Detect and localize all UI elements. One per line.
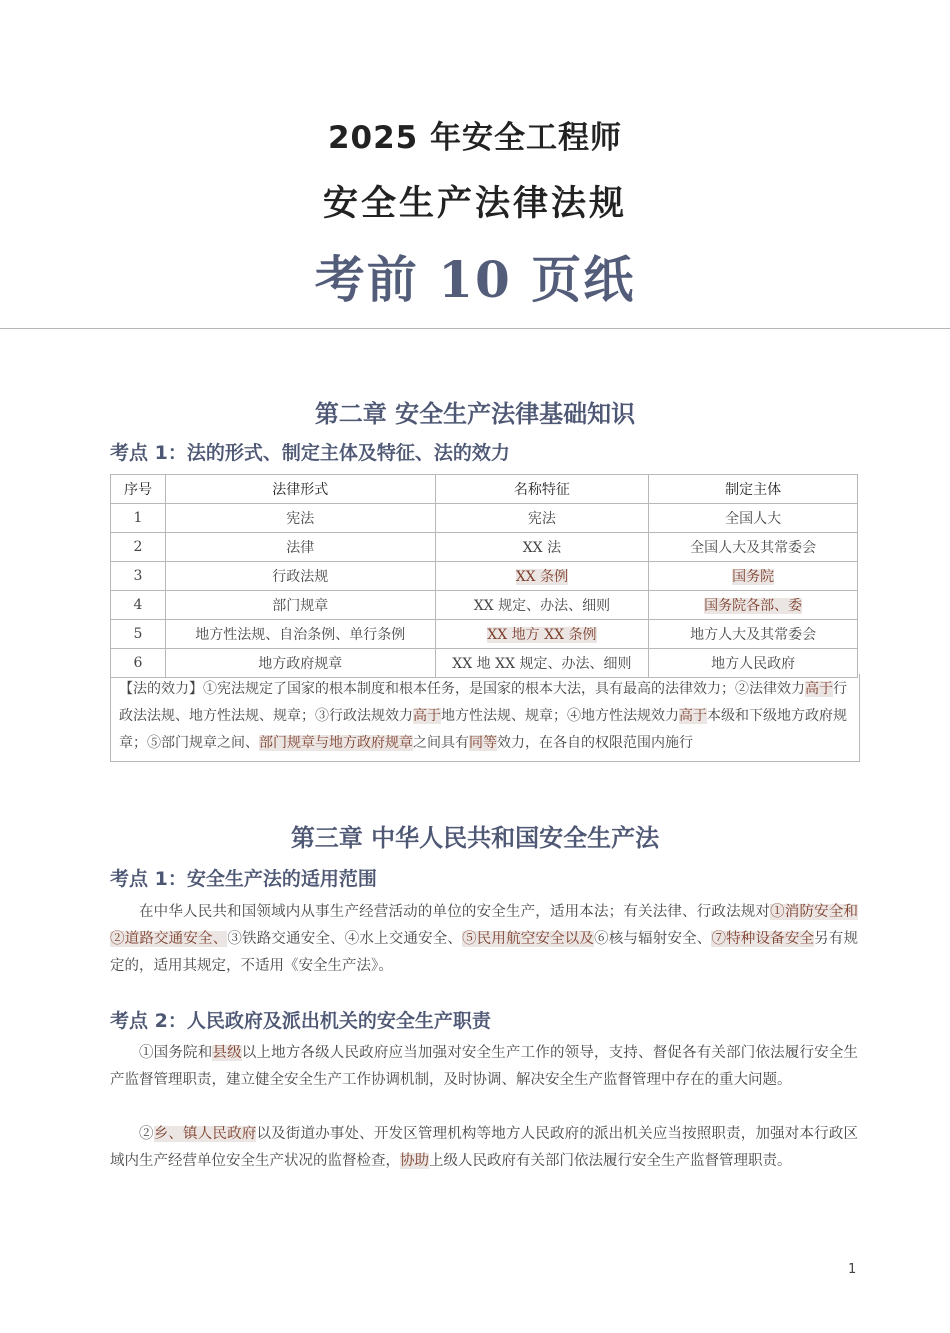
- table-cell: 4: [111, 591, 166, 620]
- table-cell: [649, 562, 858, 591]
- table-cell: 地方政府规章: [165, 649, 435, 678]
- text-span: 以上地方各级人民政府应当加强对安全生产工作的领导，支持、督促各有关部门依法履行安全生产监督管理职责，建立健全安全生产工作协调机制，及时协调、解决安全生产监督管理中存在的重大问题。: [110, 1045, 859, 1088]
- chapter-3-title: 第三章 中华人民共和国安全生产法: [290, 823, 660, 852]
- table-cell: 行政法规: [165, 562, 435, 591]
- highlighted-text: 高于: [805, 681, 833, 697]
- table-header: 法律形式: [165, 475, 435, 504]
- table-row: [111, 620, 858, 649]
- law-forms-table: [110, 474, 858, 678]
- table-row: [111, 562, 858, 591]
- table-cell: 全国人大及其常委会: [649, 533, 858, 562]
- table-cell: 法律: [165, 533, 435, 562]
- highlighted-text: XX 条例: [515, 569, 569, 585]
- highlighted-text: 国务院: [732, 569, 775, 585]
- table-cell: 地方人大及其常委会: [649, 620, 858, 649]
- text-span: 本级和下级地方政府规章；⑤部门规章之间、: [119, 708, 847, 751]
- highlighted-text: ⑤民用航空安全以及: [462, 931, 595, 947]
- text-span: 以及街道办事处、开发区管理机构等地方人民政府的派出机关应当按照职责，加强对本行政区域内生产经营单位安全生产状况的监督检查，: [110, 1126, 859, 1169]
- cover-header: [0, 0, 950, 330]
- highlighted-text: 县级: [212, 1045, 242, 1061]
- highlighted-text: 协助: [400, 1153, 429, 1169]
- scope-paragraph: [110, 899, 858, 980]
- table-cell: 1: [111, 504, 166, 533]
- duty-paragraph-1: [110, 1040, 858, 1094]
- highlighted-text: 高于: [413, 708, 441, 724]
- table-cell: 宪法: [435, 504, 649, 533]
- table-cell: XX 法: [435, 533, 649, 562]
- text-span: 效力，在各自的权限范围内施行: [497, 735, 693, 751]
- table-header: 序号: [111, 475, 166, 504]
- law-effect-note: [110, 674, 860, 762]
- table-cell: [435, 620, 649, 649]
- table-cell: XX 规定、办法、细则: [435, 591, 649, 620]
- highlighted-text: ⑦特种设备安全: [711, 931, 815, 947]
- highlighted-text: 国务院各部、委: [704, 598, 803, 614]
- text-span: 上级人民政府有关部门依法履行安全生产监督管理职责。: [429, 1153, 792, 1169]
- kaodian-heading: 考点 1：安全生产法的适用范围: [110, 868, 377, 890]
- table-header: 制定主体: [649, 475, 858, 504]
- table-cell: 3: [111, 562, 166, 591]
- table-row: [111, 591, 858, 620]
- table-row: [111, 504, 858, 533]
- chapter-2-title: 第二章 安全生产法律基础知识: [314, 399, 636, 428]
- header-divider: [0, 328, 950, 329]
- table-cell: 2: [111, 533, 166, 562]
- highlighted-text: ①消防安全和②道路交通安全、: [110, 904, 859, 947]
- highlighted-text: XX 地方 XX 条例: [487, 627, 597, 643]
- table-header: 名称特征: [435, 475, 649, 504]
- text-span: 行政法法规、地方性法规、规章；③行政法规效力: [119, 681, 847, 724]
- cover-title-year: 2025 年安全工程师: [327, 120, 623, 156]
- table-row: [111, 533, 858, 562]
- text-span: ①国务院和: [139, 1045, 213, 1061]
- text-span: 地方性法规、规章；④地方性法规效力: [441, 708, 679, 724]
- cover-title-main: 考前 10 页纸: [314, 250, 636, 309]
- table-cell: [649, 591, 858, 620]
- duty-paragraph-2: [110, 1121, 858, 1175]
- table-cell: 地方性法规、自治条例、单行条例: [165, 620, 435, 649]
- highlighted-text: 乡、镇人民政府: [153, 1126, 257, 1142]
- table-cell: 5: [111, 620, 166, 649]
- table-cell: 全国人大: [649, 504, 858, 533]
- text-span: 在中华人民共和国领域内从事生产经营活动的单位的安全生产，适用本法；有关法律、行政法规对: [139, 904, 771, 920]
- cover-title-subject: 安全生产法律法规: [322, 184, 627, 224]
- table-cell: 宪法: [165, 504, 435, 533]
- table-cell: XX 地 XX 规定、办法、细则: [435, 649, 649, 678]
- text-span: ③铁路交通安全、④水上交通安全、: [227, 931, 463, 947]
- highlighted-text: 部门规章与地方政府规章: [259, 735, 413, 751]
- highlighted-text: 同等: [469, 735, 497, 751]
- text-span: ⑥核与辐射安全、: [594, 931, 712, 947]
- kaodian-heading: 考点 2：人民政府及派出机关的安全生产职责: [110, 1010, 491, 1032]
- text-span: 【法的效力】①宪法规定了国家的根本制度和根本任务，是国家的根本大法，具有最高的法律效力；②法律效力: [119, 681, 805, 697]
- text-span: 之间具有: [413, 735, 469, 751]
- table-cell: 部门规章: [165, 591, 435, 620]
- text-span: 另有规定的，适用其规定，不适用《安全生产法》。: [110, 931, 859, 974]
- table-cell: [435, 562, 649, 591]
- highlighted-text: 高于: [679, 708, 707, 724]
- table-header-row: [111, 475, 858, 504]
- text-span: ②: [139, 1126, 154, 1142]
- kaodian-heading: 考点 1：法的形式、制定主体及特征、法的效力: [110, 442, 510, 464]
- page-number: 1: [848, 1262, 857, 1277]
- table-cell: 地方人民政府: [649, 649, 858, 678]
- table-cell: 6: [111, 649, 166, 678]
